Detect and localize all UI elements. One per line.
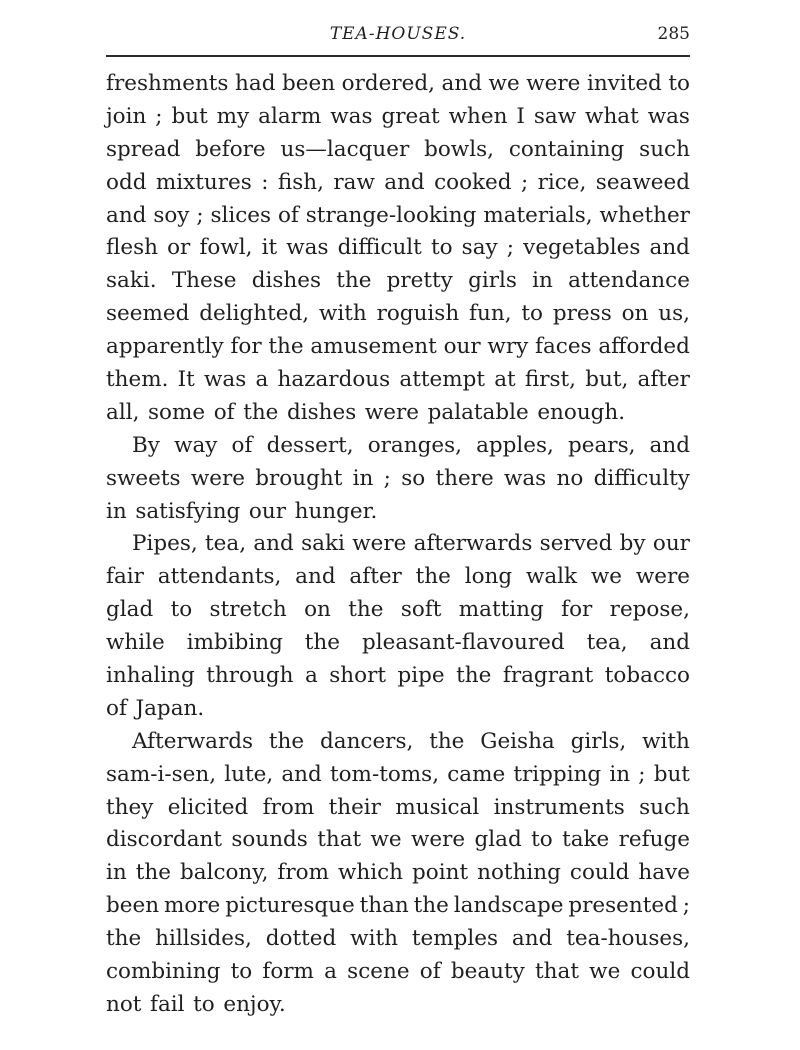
text-line: freshments had been ordered, and we were invited to: [106, 71, 690, 96]
text-line: flesh or fowl, it was difficult to say ; vegetables and: [106, 235, 690, 261]
paragraph: [106, 726, 690, 1022]
text-line: not fail to enjoy.: [106, 991, 286, 1017]
text-line: in the balcony, from which point nothing could have: [106, 860, 690, 886]
text-line: while imbibing the pleasant-flavoured tea, and: [106, 630, 690, 656]
text-line: join ; but my alarm was great when I saw what was: [106, 103, 690, 129]
text-line: fair attendants, and after the long walk we were: [106, 564, 690, 590]
text-line: and soy ; slices of strange-looking materials, whether: [106, 202, 690, 228]
text-line: spread before us—lacquer bowls, containing such: [106, 136, 690, 162]
text-line: apparently for the amusement our wry faces afforded: [106, 334, 690, 360]
text-line: of Japan.: [106, 695, 205, 721]
text-line: they elicited from their musical instruments such: [106, 794, 690, 820]
paragraph: [106, 430, 690, 529]
text-line: Afterwards the dancers, the Geisha girls, with: [132, 728, 690, 754]
paragraph: [106, 528, 690, 725]
text-line: discordant sounds that we were glad to take refuge: [106, 827, 690, 853]
text-line: glad to stretch on the soft matting for repose,: [106, 597, 690, 623]
text-line: all, some of the dishes were palatable enough.: [106, 399, 626, 425]
text-line: them. It was a hazardous attempt at first, but, after: [106, 367, 690, 393]
text-line: saki. These dishes the pretty girls in attendance: [106, 268, 690, 294]
running-title: TEA-HOUSES.: [329, 24, 467, 44]
text-line: sam-i-sen, lute, and tom-toms, came tripping in ; but: [106, 761, 690, 787]
body-text: [106, 68, 690, 1022]
text-line: been more picturesque than the landscape presented ;: [106, 893, 690, 919]
text-line: odd mixtures : fish, raw and cooked ; rice, seaweed: [106, 169, 690, 195]
text-line: By way of dessert, oranges, apples, pears, and: [132, 432, 690, 458]
header-rule: [106, 55, 690, 57]
running-head: [106, 18, 690, 54]
text-line: in satisfying our hunger.: [106, 498, 378, 524]
text-line: sweets were brought in ; so there was no difficulty: [106, 465, 690, 491]
text-line: inhaling through a short pipe the fragrant tobacco: [106, 663, 690, 689]
text-line: combining to form a scene of beauty that we could: [106, 959, 690, 985]
page-number: 285: [657, 24, 690, 44]
paragraph: [106, 68, 690, 430]
text-line: Pipes, tea, and saki were afterwards served by our: [132, 531, 690, 557]
text-line: seemed delighted, with roguish fun, to press on us,: [106, 301, 690, 327]
text-line: the hillsides, dotted with temples and tea-houses,: [106, 926, 690, 952]
